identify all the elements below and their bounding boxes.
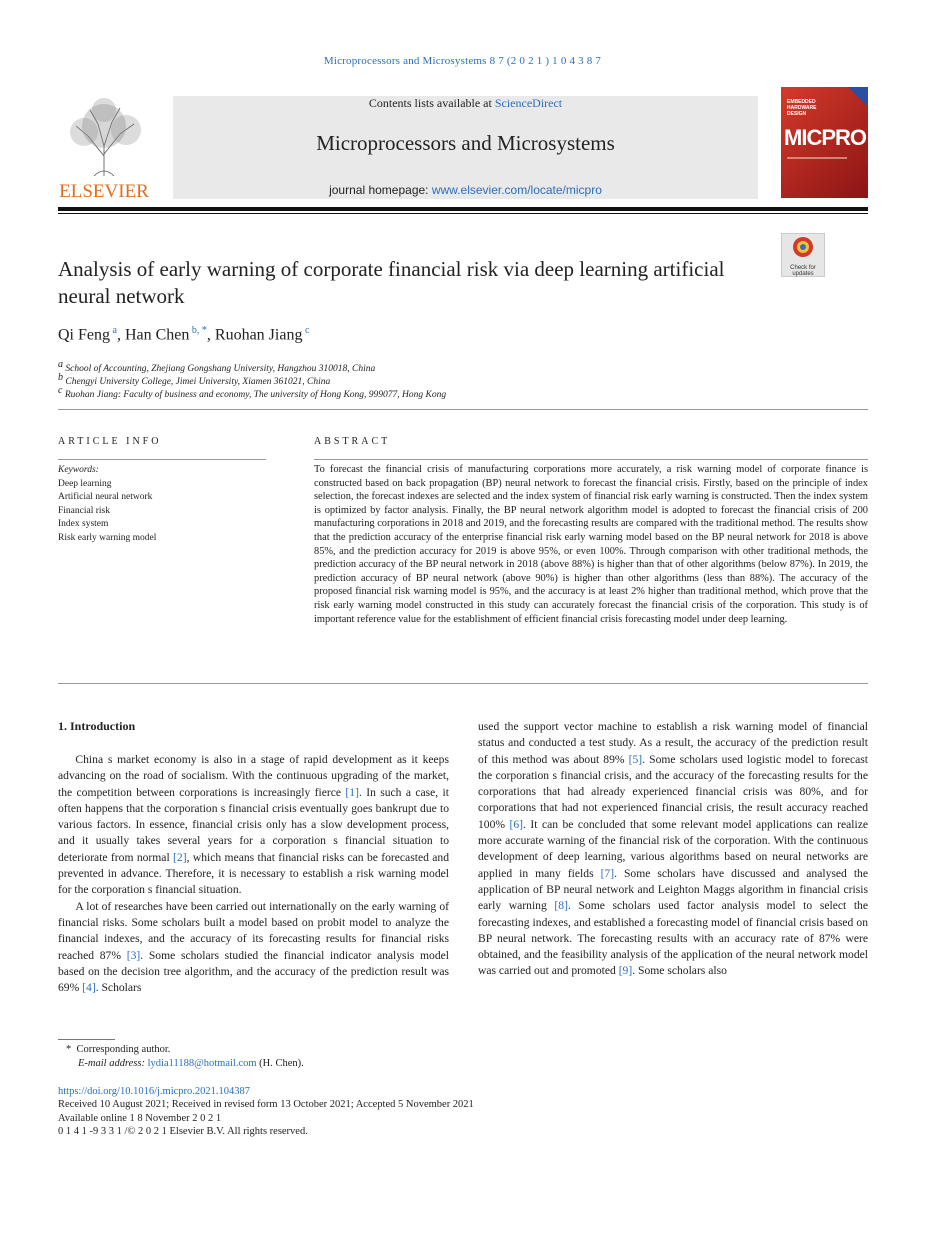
- email-link[interactable]: lydia11188@hotmail.com: [147, 1058, 257, 1069]
- header-rule-thin: [58, 213, 868, 214]
- text-run: A lot of researches have been carried out internationally on the early warning of financial risks. Some scholars built a model based on probit model to analyze the financial indexes, and the accuracy of its forecasting results for financial risks reached 87%: [58, 899, 449, 962]
- text-run: China s market economy is also in a stage of rapid development as it keeps advancing on the road of socialism. With the continuous upgrading of the market, the competition between corporations is increasingly fierce: [58, 753, 449, 799]
- reference-link[interactable]: [5]: [628, 752, 643, 766]
- abstract-text: To forecast the financial crisis of manufacturing corporations more accurately, a risk warning model of corporate finance is constructed based on back propagation (BP) neural network to forecast the financial crisis. Firstly, based on the principle of index selection, the forecast indexes are selected and the index system of financial risk early warning is constructed. Then the index system is optimized by factor analysis. Finally, the BP neural network algorithm model is adopted to forecast the financial crisis of 200 manufacturing corporations in 2018 and 2019, and the forecasting results are compared with the traditional method. The results show that the prediction accuracy of the enterprise financial risk early warning model based on the BP neural network for 2018 is above 85%, and the prediction accuracy for 2019 is above 95%, or even 100%. Through comparison with other traditional methods, the prediction accuracy of the BP neural network in 2018 (above 88%) is higher than that of other algorithms (below 87%). In 2019, the prediction accuracy of BP neural network (above 90%) is higher than other algorithms (less than 88%). The accuracy of the proposed financial risk warning model is 95%, and the accuracy is at least 2% higher than traditional method, which prove that the risk early warning model constructed in this study can accurately forecast the financial crisis of the corporation. This study is of important reference value for the establishment of efficient financial crisis forecasting model under deep learning.: [314, 464, 868, 625]
- text-run: . Scholars: [95, 981, 142, 995]
- keyword-item: Index system: [58, 519, 109, 529]
- cover-title: MICPRO: [784, 125, 866, 150]
- keywords-block: [58, 464, 266, 545]
- author-name[interactable]: Qi Feng: [58, 326, 110, 344]
- author-affiliation-mark[interactable]: c: [302, 325, 310, 336]
- text-run: used the support vector machine to establish a risk warning model of financial status and conducted a test study. As a result, the accuracy of the prediction result of this method was about 89%: [478, 720, 868, 766]
- keyword-item: Deep learning: [58, 478, 112, 489]
- section-divider: [58, 409, 868, 410]
- text-run: . Some scholars studied the financial indicator analysis model based on the decision tree algorithm, and the accuracy of the prediction result was 69%: [58, 948, 449, 995]
- publication-info: [58, 1085, 758, 1139]
- body-column-right: [478, 719, 868, 980]
- keyword-item: Financial risk: [58, 505, 110, 516]
- cover-subtitle: EMBEDDED HARDWARE DESIGN: [787, 99, 817, 117]
- abstract-label: ABSTRACT: [314, 436, 391, 447]
- corresponding-author: Corresponding author.: [76, 1044, 171, 1055]
- abstract-divider: [58, 683, 868, 684]
- article-title: Analysis of early warning of corporate financial risk via deep learning artificial neural network: [58, 257, 725, 308]
- reference-link[interactable]: [4]: [82, 981, 96, 995]
- footnote-star: *: [66, 1044, 72, 1055]
- text-run: . Some scholars used logistic model to forecast the corporation s financial crisis, and the accuracy of the forecasting results for the corporations that had already experienced financial crisis was 80%, and for corporations that had not experienced financial crisis, the result accuracy reached 100%: [478, 752, 868, 831]
- footnote-rule: [58, 1039, 115, 1040]
- doi-link[interactable]: https://doi.org/10.1016/j.micpro.2021.104387: [58, 1086, 251, 1097]
- affiliation-c: $^c$ Ruohan Jiang: Faculty of business and economy, The university of Hong Kong, 999077, Hong Kong: [58, 385, 447, 401]
- homepage-line: journal homepage: www.elsevier.com/locate/micpro: [329, 183, 602, 197]
- elsevier-logo[interactable]: [58, 96, 150, 200]
- reference-link[interactable]: [7]: [600, 866, 615, 880]
- paragraph: [58, 752, 449, 899]
- abstract-rule: [314, 459, 868, 460]
- sciencedirect-link[interactable]: ScienceDirect: [494, 96, 563, 110]
- journal-name[interactable]: Microprocessors and Microsystems: [316, 131, 615, 155]
- bookmark-icon: [782, 234, 824, 260]
- text-run: . Some scholars have discussed and analysed the application of BP neural network and Leighton Maggs algorithm in financial crisis early warning: [478, 866, 868, 913]
- author-list: [58, 325, 309, 344]
- section-heading: 1. Introduction: [58, 719, 136, 733]
- article-info-rule: [58, 459, 266, 460]
- check-updates-label: Check for updates: [790, 265, 816, 277]
- text-run: . In such a case, it often happens that the corporation s financial crisis eventually goes bankrupt due to various factors. In essence, financial crisis only has a slow development process, and it usually takes several years for a corporation s financial situation to deteriorate from normal: [58, 785, 449, 864]
- tree-icon: [58, 96, 150, 200]
- keyword-item: Risk early warning model: [58, 532, 157, 543]
- text-run: . It can be concluded that some relevant model applications can realize more accurate warning of the financial risk of the corporation. With the continuous development of deep learning, various algorithms based on neural networks are applied in many fields: [478, 817, 868, 880]
- author-affiliation-mark[interactable]: a: [110, 325, 117, 336]
- reference-link[interactable]: [6]: [509, 817, 524, 831]
- author-name[interactable]: Han Chen: [124, 326, 190, 344]
- author-separator: ,: [206, 326, 215, 344]
- contents-line: Contents lists available at ScienceDirect: [368, 96, 563, 110]
- keyword-item: Artificial neural network: [58, 492, 153, 502]
- homepage-link[interactable]: www.elsevier.com/locate/micpro: [431, 183, 602, 197]
- reference-link[interactable]: [8]: [554, 899, 568, 913]
- available-online: Available online 1 8 November 2 0 2 1: [58, 1112, 222, 1124]
- affiliation-a: $^a$ School of Accounting, Zhejiang Gongshang University, Hangzhou 310018, China: [58, 359, 376, 375]
- text-run: . Some scholars also: [632, 964, 727, 978]
- body-column-left: [58, 752, 449, 996]
- paragraph: [478, 719, 868, 980]
- reference-link[interactable]: [2]: [173, 850, 187, 864]
- text-run: , which means that financial risks can be forecasted and prevented in advance. Therefore, it is necessary to establish a risk warning model for the corporation s financial situation.: [58, 850, 449, 897]
- paragraph: [58, 899, 449, 997]
- reference-link[interactable]: [9]: [618, 964, 633, 978]
- received-dates: Received 10 August 2021; Received in revised form 13 October 2021; Accepted 5 November 2021: [58, 1099, 474, 1111]
- publisher-name: ELSEVIER: [59, 181, 149, 200]
- check-for-updates-button[interactable]: [781, 233, 825, 277]
- journal-cover[interactable]: [781, 87, 868, 198]
- reference-link[interactable]: [1]: [345, 785, 359, 799]
- author-affiliation-mark[interactable]: b, *: [189, 325, 207, 336]
- affiliation-b: $^b$ Chengyi University College, Jimei University, Xiamen 361021, China: [58, 372, 331, 388]
- keywords-label: Keywords:: [58, 465, 99, 475]
- header-rule: [58, 207, 868, 211]
- author-name[interactable]: Ruohan Jiang: [214, 326, 303, 344]
- journal-citation[interactable]: Microprocessors and Microsystems 8 7 (2 0 2 1 ) 1 0 4 3 8 7: [323, 55, 602, 67]
- footnote: * Corresponding author. E-mail address: lydia11188@hotmail.com (H. Chen).: [66, 1044, 304, 1069]
- text-run: . Some scholars used factor analysis model to select the forecasting indexes, and established a forecasting model of financial crisis based on BP neural network. The forecasting results with an accuracy rate of 87% were obtained, and the feasibility analysis of the application of the neural network model was carried out and promoted: [478, 899, 868, 978]
- article-info-label: ARTICLE INFO: [58, 436, 162, 447]
- author-separator: ,: [116, 326, 125, 344]
- reference-link[interactable]: [3]: [126, 948, 141, 962]
- copyright: 0 1 4 1 -9 3 3 1 /© 2 0 2 1 Elsevier B.V. All rights reserved.: [58, 1126, 308, 1138]
